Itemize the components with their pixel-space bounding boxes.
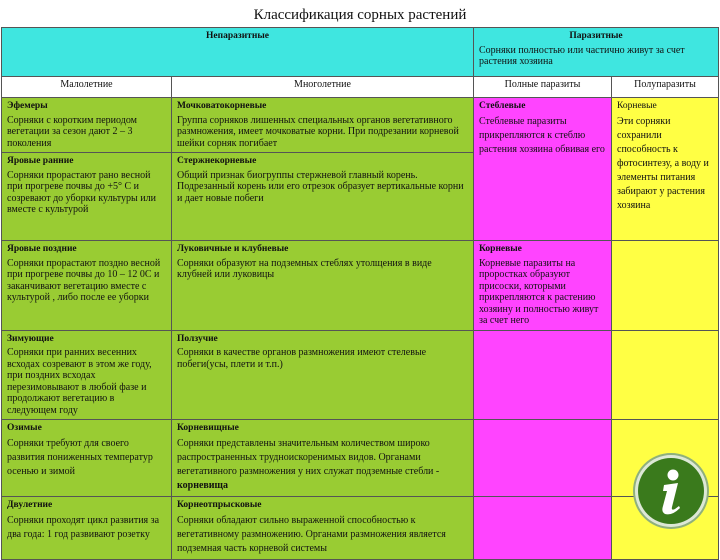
annual-cell: Двулетние Сорняки проходят цикл развития за два года: 1 год развивают розетку (2, 497, 172, 560)
header-parasitic: Паразитные Сорняки полностью или частично живут за счет растения хозяина (474, 28, 719, 77)
subheader-full-parasites: Полные паразиты (474, 77, 612, 98)
annual-cell: Эфемеры Сорняки с коротким периодом вегетации за сезон дают 2 – 3 поколения (2, 98, 172, 153)
annual-cell: Зимующие Сорняки при ранних весенних всходах созревают в этом же году, при поздних всходах перезимовывают в любой фазе и продолжают вегетацию в следующем году (2, 330, 172, 420)
full-parasite-empty-cell (474, 330, 612, 420)
annual-cell: Яровые поздние Сорняки прорастают поздно весной при прогреве почвы до 10 – 12 0С и заканчивают вегетацию вместе с культурой , либо после ее уборки (2, 241, 172, 331)
semi-parasite-empty-cell (612, 241, 719, 331)
subheader-perennial: Многолетние (172, 77, 474, 98)
info-glyph (638, 458, 704, 524)
parasitic-description: Сорняки полностью или частично живут за счет растения хозяина (479, 44, 685, 67)
subheader-annual: Малолетние (2, 77, 172, 98)
perennial-cell: Корневищные Сорняки представлены значительным количеством широко распространенных трудноискоренимых видов. Органами вегетативного размножения у них служат подземные стебли - корневища (172, 420, 474, 497)
full-parasite-root-cell: Корневые Корневые паразиты на проростках образуют присоски, которыми прикрепляются к растению хозяину и полностью живут за счет него (474, 241, 612, 331)
classification-table (1, 27, 719, 560)
perennial-cell: Мочковатокорневые Группа сорняков лишенных специальных органов вегетативного размножения, имеет мочковатые корни. При подрезании корневой шейки сорняк погибает (172, 98, 474, 153)
perennial-cell: Ползучие Сорняки в качестве органов размножения имеют стелевые побеги(усы, плети и т.п.) (172, 330, 474, 420)
perennial-cell: Луковичные и клубневые Сорняки образуют на подземных стеблях утолщения в виде клубней или луковицы (172, 241, 474, 331)
full-parasite-stem-cell: Стеблевые Стеблевые паразиты прикрепляются к стеблю растения хозяина обвивая его (474, 98, 612, 241)
info-icon[interactable] (638, 458, 704, 524)
full-parasite-empty-cell (474, 420, 612, 497)
header-non-parasitic: Непаразитные (2, 28, 474, 77)
perennial-cell: Корнеотпрысковые Сорняки обладают сильно выраженной способностью к вегетативному размножению. Органами размножения является подземная часть корневой системы (172, 497, 474, 560)
full-parasite-empty-cell (474, 497, 612, 560)
annual-cell: Яровые ранние Сорняки прорастают рано весной при прогреве почвы до +5° С и созревают до уборки культуры или вместе с культурой (2, 153, 172, 241)
semi-parasite-root-cell: Корневые Эти сорняки сохранили способность к фотосинтезу, а воду и элементы питания забирают у растения хозяина (612, 98, 719, 241)
page-title: Классификация сорных растений (253, 7, 467, 23)
perennial-cell: Стержнекорневые Общий признак биогруппы стержневой главный корень. Подрезанный корень или его отрезок образует вертикальные корни и дает новые побеги (172, 153, 474, 241)
semi-parasite-empty-cell (612, 330, 719, 420)
annual-cell: Озимые Сорняки требуют для своего развития пониженных температур осенью и зимой (2, 420, 172, 497)
subheader-semi-parasites: Полупаразиты (612, 77, 719, 98)
